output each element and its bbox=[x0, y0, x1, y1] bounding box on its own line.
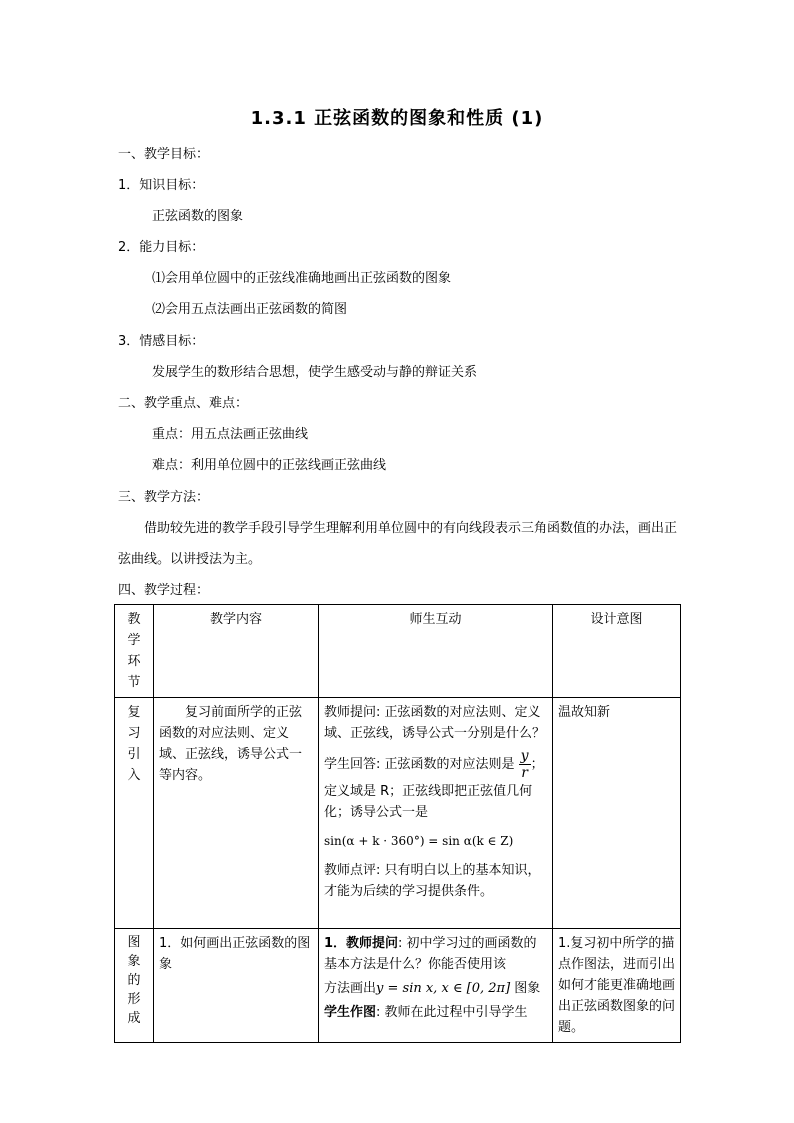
knowledge-goal-text: 正弦函数的图象 bbox=[152, 209, 244, 224]
header-interaction: 师生互动 bbox=[319, 605, 553, 698]
teacher-comment: 教师点评: 只有明白以上的基本知识，才能为后续的学习提供条件。 bbox=[324, 863, 541, 899]
table-row bbox=[115, 698, 681, 929]
table-header-row bbox=[115, 605, 681, 698]
row-interaction-graph bbox=[319, 929, 553, 1043]
knowledge-goal-heading: 1．知识目标： bbox=[118, 178, 205, 193]
domain-text: 定义域是 R；正弦线即把正弦值几何化；诱导公式一是 bbox=[324, 784, 533, 820]
row-content-review: 复习前面所学的正弦函数的对应法则、定义域、正弦线，诱导公式一等内容。 bbox=[154, 698, 319, 929]
row-intent-graph: 1.复习初中所学的描点作图法，进而引出如何才能更准确地画出正弦函数图象的问题。 bbox=[553, 929, 681, 1043]
ability-goal-2: ⑵会用五点法画出正弦函数的简图 bbox=[152, 302, 348, 317]
row-content-graph: 1．如何画出正弦函数的图象 bbox=[154, 929, 319, 1043]
header-stage: 教 学 环 节 bbox=[115, 605, 154, 698]
emotion-goal-text: 发展学生的数形结合思想，使学生感受动与静的辩证关系 bbox=[152, 365, 478, 380]
keypoint-text: 重点：用五点法画正弦曲线 bbox=[152, 427, 309, 442]
page-title: 1.3.1 正弦函数的图象和性质 (1) bbox=[250, 108, 544, 129]
ability-goal-heading: 2．能力目标： bbox=[118, 240, 205, 255]
table-row bbox=[115, 929, 681, 1043]
section-methods: 三、教学方法： bbox=[118, 490, 210, 505]
methods-text: 借助较先进的教学手段引导学生理解利用单位圆中的有向线段表示三角函数值的办法，画出正弦曲线。以讲授法为主。 bbox=[118, 521, 678, 567]
section-process: 四、教学过程： bbox=[118, 583, 210, 598]
graph-question: 1．教师提问: 初中学习过的画函数的基本方法是什么？你能否使用该 bbox=[324, 936, 537, 972]
graph-method: 方法画出y = sin x, x ∈ [0, 2π] 图象 bbox=[324, 981, 541, 996]
student-drawing: 学生作图: 教师在此过程中引导学生 bbox=[324, 1005, 528, 1020]
teacher-question: 教师提问: 正弦函数的对应法则、定义域、正弦线，诱导公式一分别是什么？ bbox=[324, 705, 546, 741]
header-content: 教学内容 bbox=[154, 605, 319, 698]
section-keypoints: 二、教学重点、难点： bbox=[118, 396, 249, 411]
teaching-process-table bbox=[114, 604, 681, 1043]
fraction-y-over-r: $\frac{y}{r}$ bbox=[520, 748, 529, 781]
induction-formula: sin(α + k · 360°) = sin α(k ∈ Z) bbox=[324, 834, 514, 848]
student-answer: 学生回答: 正弦函数的对应法则是 $\frac{y}{r}$ ； bbox=[324, 748, 544, 781]
row-stage-graph: 图 象 的 形 成 bbox=[115, 929, 154, 1043]
header-intent: 设计意图 bbox=[553, 605, 681, 698]
difficulty-text: 难点：利用单位圆中的正弦线画正弦曲线 bbox=[152, 458, 387, 473]
ability-goal-1: ⑴会用单位圆中的正弦线准确地画出正弦函数的图象 bbox=[152, 271, 452, 286]
section-objectives: 一、教学目标： bbox=[118, 147, 210, 162]
emotion-goal-heading: 3．情感目标： bbox=[118, 334, 205, 349]
row-stage-review: 复 习 引 入 bbox=[115, 698, 154, 929]
row-interaction-review bbox=[319, 698, 553, 929]
row-intent-review: 温故知新 bbox=[553, 698, 681, 929]
